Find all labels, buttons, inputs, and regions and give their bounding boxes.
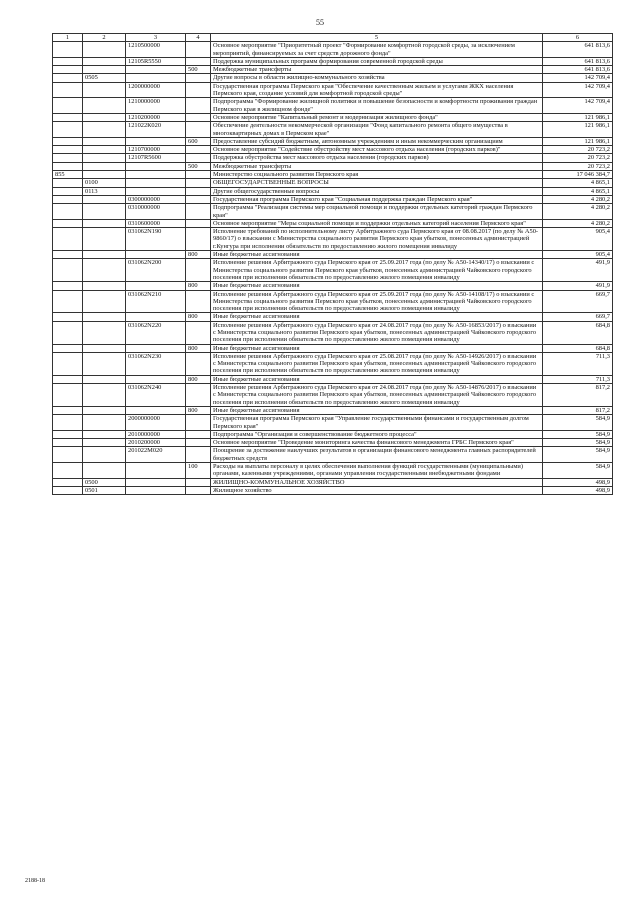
cell-admin-code (53, 352, 83, 375)
cell-section-code: 0100 (83, 179, 126, 187)
table-row (53, 463, 613, 479)
table-row (53, 406, 613, 414)
cell-target-code (126, 463, 186, 479)
cell-section-code (83, 137, 126, 145)
cell-description: Иные бюджетные ассигнования (211, 251, 543, 259)
cell-expense-type (186, 57, 211, 65)
cell-amount: 905,4 (543, 251, 613, 259)
table-row (53, 219, 613, 227)
cell-admin-code (53, 406, 83, 414)
cell-section-code (83, 259, 126, 282)
cell-expense-type (186, 259, 211, 282)
cell-section-code (83, 122, 126, 138)
cell-description: Обеспечение деятельности некоммерческой организации "Фонд капитального ремонта общего имущества в многоквартирных домах в Пермском крае" (211, 122, 543, 138)
cell-description: Расходы на выплаты персоналу в целях обеспечения выполнения функций государственными (муниципальными) органами, казенными учреждениями, органами управления государственными внебюджетными фондами (211, 463, 543, 479)
cell-section-code (83, 171, 126, 179)
cell-expense-type (186, 219, 211, 227)
table-row (53, 74, 613, 82)
cell-description: Основное мероприятие "Приоритетный проект "Формирование комфортной городской среды, за исключением мероприятий, финансируемых за счет средств дорожного фонда" (211, 42, 543, 58)
table-row (53, 162, 613, 170)
cell-amount: 817,2 (543, 384, 613, 407)
cell-expense-type (186, 113, 211, 121)
cell-amount: 121 986,1 (543, 113, 613, 121)
cell-section-code (83, 447, 126, 463)
cell-target-code: 0310000000 (126, 204, 186, 220)
table-row (53, 57, 613, 65)
cell-description: Государственная программа Пермского края "Обеспечение качественным жильем и услугами ЖКХ населения Пермского края, создание условий для комфортной городской среды" (211, 82, 543, 98)
cell-expense-type (186, 352, 211, 375)
cell-admin-code (53, 259, 83, 282)
cell-description: Поддержка обустройства мест массового отдыха населения (городских парков) (211, 154, 543, 162)
cell-description: Исполнение решения Арбитражного суда Пермского края от 25.09.2017 года (по делу № А50-14108/17) о взыскании с Министерства социального развития Пермского края убытков, понесенных администрацией Чайковского городского поселения при исполнении обязательств по предоставлению жилого помещения инвалиду (211, 290, 543, 313)
cell-section-code (83, 352, 126, 375)
cell-expense-type: 500 (186, 66, 211, 74)
cell-amount: 20 723,2 (543, 162, 613, 170)
cell-section-code (83, 290, 126, 313)
cell-description: Иные бюджетные ассигнования (211, 406, 543, 414)
cell-amount: 684,8 (543, 321, 613, 344)
table-row (53, 204, 613, 220)
header-cell: 5 (211, 34, 543, 42)
header-cell: 1 (53, 34, 83, 42)
cell-description: Другие общегосударственные вопросы (211, 187, 543, 195)
cell-section-code (83, 463, 126, 479)
cell-section-code: 0501 (83, 486, 126, 494)
table-row (53, 122, 613, 138)
cell-admin-code (53, 74, 83, 82)
cell-section-code: 0500 (83, 478, 126, 486)
cell-amount: 4 865,1 (543, 187, 613, 195)
table-row (53, 66, 613, 74)
cell-admin-code (53, 162, 83, 170)
cell-expense-type (186, 415, 211, 431)
cell-section-code (83, 98, 126, 114)
cell-target-code (126, 282, 186, 290)
cell-target-code (126, 344, 186, 352)
cell-section-code (83, 384, 126, 407)
cell-admin-code (53, 290, 83, 313)
cell-expense-type: 800 (186, 406, 211, 414)
cell-description: Основное мероприятие "Меры социальной помощи и поддержки отдельных категорий населения Пермского края" (211, 219, 543, 227)
cell-admin-code (53, 82, 83, 98)
cell-section-code (83, 162, 126, 170)
cell-admin-code (53, 122, 83, 138)
cell-description: Межбюджетные трансферты (211, 162, 543, 170)
table-row (53, 486, 613, 494)
cell-target-code: 2000000000 (126, 415, 186, 431)
cell-section-code: 0113 (83, 187, 126, 195)
table-row (53, 430, 613, 438)
cell-admin-code (53, 415, 83, 431)
cell-admin-code (53, 375, 83, 383)
cell-amount: 684,8 (543, 344, 613, 352)
table-row (53, 375, 613, 383)
cell-description: Основное мероприятие "Проведение мониторинга качества финансового менеджмента ГРБС Пермского края" (211, 439, 543, 447)
cell-description: Исполнение решения Арбитражного суда Пермского края от 24.08.2017 года (по делу № А50-14876/2017) о взыскании с Министерства социального развития Пермского края убытков, понесенных администрацией Чайковского городского поселения при исполнении обязательств по предоставлению жилого помещения инвалиду (211, 384, 543, 407)
cell-target-code: 1210700000 (126, 146, 186, 154)
cell-amount: 4 280,2 (543, 204, 613, 220)
cell-target-code (126, 313, 186, 321)
cell-section-code (83, 344, 126, 352)
table-row (53, 171, 613, 179)
cell-admin-code (53, 146, 83, 154)
cell-description: Иные бюджетные ассигнования (211, 344, 543, 352)
cell-expense-type (186, 179, 211, 187)
cell-description: Межбюджетные трансферты (211, 66, 543, 74)
cell-amount: 584,9 (543, 447, 613, 463)
cell-amount: 142 709,4 (543, 74, 613, 82)
cell-admin-code (53, 137, 83, 145)
cell-target-code (126, 171, 186, 179)
cell-amount: 4 280,2 (543, 195, 613, 203)
cell-target-code (126, 486, 186, 494)
cell-description: ОБЩЕГОСУДАРСТВЕННЫЕ ВОПРОСЫ (211, 179, 543, 187)
cell-description: Исполнение решения Арбитражного суда Пермского края от 24.08.2017 года (по делу № А50-16853/2017) о взыскании с Министерства социального развития Пермского края убытков, понесенных администрацией Чайковского городского поселения при исполнении обязательств по предоставлению жилого помещения инвалиду (211, 321, 543, 344)
cell-section-code (83, 146, 126, 154)
cell-amount: 4 280,2 (543, 219, 613, 227)
cell-amount: 4 865,1 (543, 179, 613, 187)
cell-expense-type (186, 228, 211, 251)
table-row (53, 82, 613, 98)
cell-description: ЖИЛИЩНО-КОММУНАЛЬНОЕ ХОЗЯЙСТВО (211, 478, 543, 486)
cell-expense-type: 500 (186, 162, 211, 170)
cell-target-code: 0310600000 (126, 219, 186, 227)
cell-target-code (126, 251, 186, 259)
cell-admin-code (53, 463, 83, 479)
cell-expense-type (186, 195, 211, 203)
cell-section-code (83, 439, 126, 447)
cell-section-code (83, 406, 126, 414)
cell-admin-code (53, 66, 83, 74)
cell-admin-code (53, 98, 83, 114)
cell-amount: 711,3 (543, 375, 613, 383)
cell-description: Основное мероприятие "Содействие обустройству мест массового отдыха населения (городских парков)" (211, 146, 543, 154)
cell-target-code: 031062N190 (126, 228, 186, 251)
cell-description: Министерство социального развития Пермского края (211, 171, 543, 179)
cell-description: Другие вопросы в области жилищно-коммунального хозяйства (211, 74, 543, 82)
cell-expense-type: 800 (186, 375, 211, 383)
table-row (53, 154, 613, 162)
cell-amount: 669,7 (543, 313, 613, 321)
cell-description: Государственная программа Пермского края "Управление государственными финансами и государственным долгом Пермского края" (211, 415, 543, 431)
cell-admin-code (53, 430, 83, 438)
table-row (53, 282, 613, 290)
header-cell: 2 (83, 34, 126, 42)
cell-section-code (83, 282, 126, 290)
table-row (53, 187, 613, 195)
cell-section-code (83, 154, 126, 162)
cell-target-code: 1210000000 (126, 98, 186, 114)
header-cell: 4 (186, 34, 211, 42)
cell-description: Государственная программа Пермского края "Социальная поддержка граждан Пермского края" (211, 195, 543, 203)
cell-expense-type (186, 439, 211, 447)
cell-target-code (126, 179, 186, 187)
cell-section-code (83, 195, 126, 203)
footer-code: 2188-18 (25, 878, 45, 884)
header-cell: 3 (126, 34, 186, 42)
cell-description: Жилищное хозяйство (211, 486, 543, 494)
cell-admin-code (53, 384, 83, 407)
cell-amount: 498,9 (543, 486, 613, 494)
cell-expense-type (186, 171, 211, 179)
cell-expense-type (186, 321, 211, 344)
cell-admin-code (53, 439, 83, 447)
cell-target-code: 031062N210 (126, 290, 186, 313)
table-row (53, 352, 613, 375)
cell-expense-type (186, 82, 211, 98)
cell-target-code (126, 375, 186, 383)
table-row (53, 313, 613, 321)
cell-expense-type: 800 (186, 313, 211, 321)
cell-amount: 142 709,4 (543, 98, 613, 114)
cell-target-code: 031062N230 (126, 352, 186, 375)
cell-admin-code (53, 344, 83, 352)
cell-description: Предоставление субсидий бюджетным, автономным учреждениям и иным некоммерческим организациям (211, 137, 543, 145)
cell-description: Иные бюджетные ассигнования (211, 313, 543, 321)
cell-amount: 491,9 (543, 259, 613, 282)
cell-target-code: 0300000000 (126, 195, 186, 203)
cell-target-code (126, 187, 186, 195)
cell-description: Исполнение решения Арбитражного суда Пермского края от 25.09.2017 года (по делу № А50-14340/17) о взыскании с Министерства социального развития Пермского края убытков, понесенных администрацией Чайковского городского поселения при исполнении обязательств по предоставлению жилого помещения инвалиду (211, 259, 543, 282)
cell-expense-type (186, 486, 211, 494)
cell-target-code (126, 74, 186, 82)
cell-description: Исполнение требований по исполнительному листу Арбитражного суда Пермского края от 08.08.2017 (по делу № А50-9860/17) о взыскании с Министерства социального развития Пермского края убытков, понесенных администрацией г.Кунгура при исполнении обязательств по предоставлению жилого помещения инвалиду (211, 228, 543, 251)
cell-admin-code (53, 321, 83, 344)
cell-expense-type (186, 430, 211, 438)
cell-amount: 905,4 (543, 228, 613, 251)
cell-amount: 641 813,6 (543, 66, 613, 74)
cell-target-code: 1200000000 (126, 82, 186, 98)
cell-description: Подпрограмма "Организация и совершенствование бюджетного процесса" (211, 430, 543, 438)
table-row (53, 439, 613, 447)
cell-amount: 584,9 (543, 439, 613, 447)
cell-expense-type: 100 (186, 463, 211, 479)
budget-table (52, 33, 613, 495)
cell-expense-type (186, 146, 211, 154)
cell-target-code (126, 66, 186, 74)
cell-amount: 121 986,1 (543, 122, 613, 138)
cell-admin-code (53, 228, 83, 251)
cell-description: Подпрограмма "Реализация системы мер социальной помощи и поддержки отдельных категорий граждан Пермского края" (211, 204, 543, 220)
cell-admin-code (53, 42, 83, 58)
cell-amount: 498,9 (543, 478, 613, 486)
cell-section-code (83, 375, 126, 383)
cell-section-code (83, 430, 126, 438)
cell-target-code: 1210500000 (126, 42, 186, 58)
cell-target-code: 1210200000 (126, 113, 186, 121)
cell-target-code: 201022М020 (126, 447, 186, 463)
cell-expense-type (186, 154, 211, 162)
cell-admin-code (53, 447, 83, 463)
cell-section-code (83, 228, 126, 251)
cell-admin-code (53, 251, 83, 259)
cell-admin-code (53, 179, 83, 187)
cell-admin-code (53, 57, 83, 65)
cell-amount: 17 046 384,7 (543, 171, 613, 179)
cell-description: Исполнение решения Арбитражного суда Пермского края от 25.08.2017 года (по делу № А50-14926/2017) о взыскании с Министерства социального развития Пермского края убытков, понесенных администрацией Чайковского городского поселения при исполнении обязательств по предоставлению жилого помещения инвалиду (211, 352, 543, 375)
cell-amount: 20 723,2 (543, 146, 613, 154)
cell-expense-type (186, 187, 211, 195)
table-row (53, 251, 613, 259)
cell-section-code (83, 313, 126, 321)
cell-target-code: 12107R5600 (126, 154, 186, 162)
cell-target-code: 121022К020 (126, 122, 186, 138)
table-row (53, 344, 613, 352)
cell-expense-type (186, 98, 211, 114)
cell-expense-type (186, 384, 211, 407)
cell-target-code: 031062N220 (126, 321, 186, 344)
cell-amount: 817,2 (543, 406, 613, 414)
table-row (53, 179, 613, 187)
cell-admin-code: 855 (53, 171, 83, 179)
cell-expense-type: 800 (186, 344, 211, 352)
table-header-row (53, 34, 613, 42)
cell-target-code (126, 478, 186, 486)
cell-amount: 641 813,6 (543, 57, 613, 65)
table-row (53, 259, 613, 282)
cell-admin-code (53, 313, 83, 321)
budget-table-body (53, 34, 613, 495)
cell-amount: 669,7 (543, 290, 613, 313)
cell-admin-code (53, 154, 83, 162)
cell-expense-type (186, 122, 211, 138)
cell-section-code: 0505 (83, 74, 126, 82)
table-row (53, 415, 613, 431)
cell-expense-type (186, 478, 211, 486)
table-row (53, 228, 613, 251)
cell-expense-type: 800 (186, 251, 211, 259)
cell-description: Основное мероприятие "Капитальный ремонт и модернизация жилищного фонда" (211, 113, 543, 121)
table-row (53, 478, 613, 486)
table-row (53, 195, 613, 203)
cell-amount: 641 813,6 (543, 42, 613, 58)
cell-description: Иные бюджетные ассигнования (211, 282, 543, 290)
cell-description: Подпрограмма "Формирование жилищной политики и повышение безопасности и комфортности проживания граждан Пермского края в жилищном фонде" (211, 98, 543, 114)
cell-section-code (83, 204, 126, 220)
cell-expense-type (186, 204, 211, 220)
cell-section-code (83, 251, 126, 259)
table-row (53, 321, 613, 344)
cell-section-code (83, 113, 126, 121)
cell-admin-code (53, 187, 83, 195)
cell-amount: 584,9 (543, 430, 613, 438)
table-row (53, 290, 613, 313)
cell-amount: 584,9 (543, 415, 613, 431)
cell-target-code (126, 162, 186, 170)
table-row (53, 98, 613, 114)
table-row (53, 42, 613, 58)
table-row (53, 447, 613, 463)
cell-amount: 584,9 (543, 463, 613, 479)
cell-admin-code (53, 478, 83, 486)
cell-section-code (83, 66, 126, 74)
cell-section-code (83, 219, 126, 227)
cell-target-code: 2010200000 (126, 439, 186, 447)
cell-section-code (83, 82, 126, 98)
cell-amount: 20 723,2 (543, 154, 613, 162)
cell-expense-type (186, 447, 211, 463)
cell-expense-type: 800 (186, 282, 211, 290)
cell-expense-type (186, 290, 211, 313)
cell-amount: 121 986,1 (543, 137, 613, 145)
cell-section-code (83, 57, 126, 65)
cell-admin-code (53, 486, 83, 494)
cell-admin-code (53, 195, 83, 203)
cell-target-code (126, 137, 186, 145)
cell-target-code: 031062N200 (126, 259, 186, 282)
cell-expense-type (186, 74, 211, 82)
cell-description: Поддержка муниципальных программ формирования современной городской среды (211, 57, 543, 65)
cell-expense-type: 600 (186, 137, 211, 145)
cell-target-code (126, 406, 186, 414)
page-number: 55 (316, 18, 324, 27)
cell-amount: 491,9 (543, 282, 613, 290)
cell-admin-code (53, 113, 83, 121)
cell-admin-code (53, 204, 83, 220)
cell-admin-code (53, 219, 83, 227)
header-cell: 6 (543, 34, 613, 42)
cell-amount: 142 709,4 (543, 82, 613, 98)
cell-amount: 711,3 (543, 352, 613, 375)
table-row (53, 384, 613, 407)
cell-target-code: 2010000000 (126, 430, 186, 438)
cell-section-code (83, 321, 126, 344)
table-row (53, 146, 613, 154)
cell-description: Иные бюджетные ассигнования (211, 375, 543, 383)
table-row (53, 137, 613, 145)
cell-target-code: 12105R5550 (126, 57, 186, 65)
cell-admin-code (53, 282, 83, 290)
cell-section-code (83, 42, 126, 58)
cell-expense-type (186, 42, 211, 58)
cell-section-code (83, 415, 126, 431)
cell-target-code: 031062N240 (126, 384, 186, 407)
table-row (53, 113, 613, 121)
cell-description: Поощрение за достижение наилучших результатов в организации финансового менеджмента главных распорядителей бюджетных средств (211, 447, 543, 463)
